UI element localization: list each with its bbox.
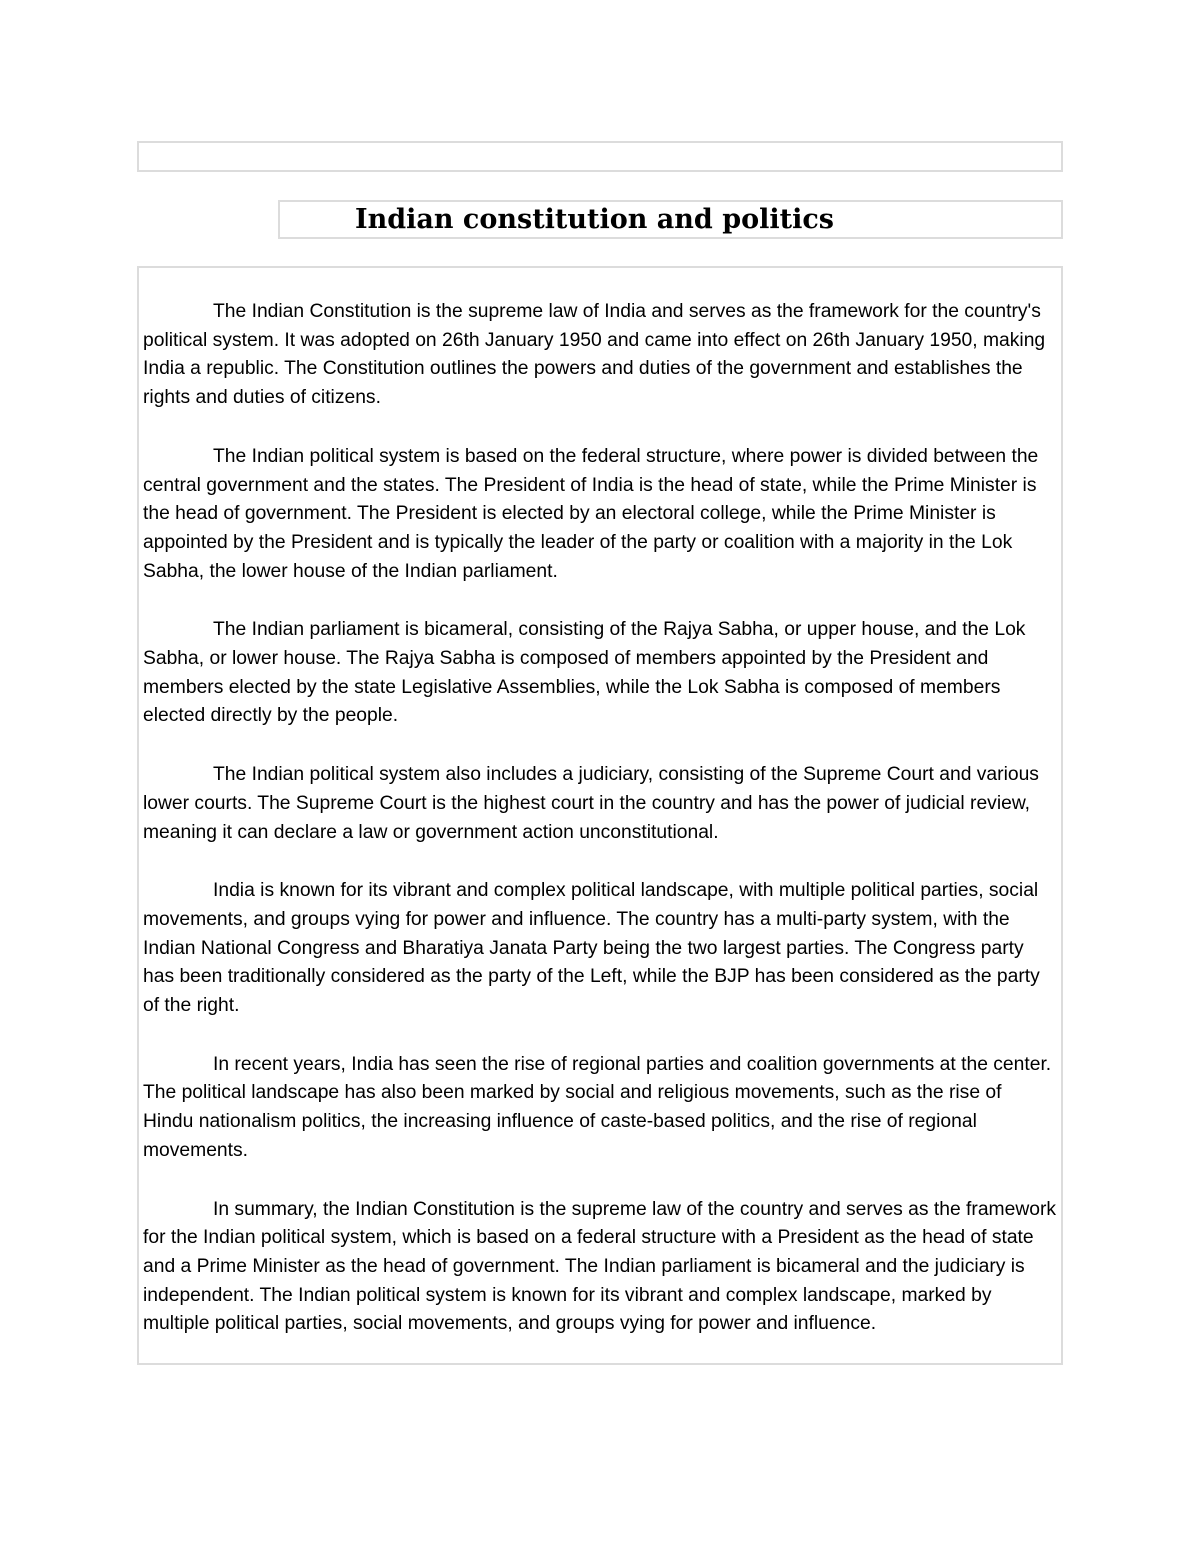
paragraph-6: In recent years, India has seen the rise of regional parties and coalition governments at the center. The political landscape has also been marked by social and religious movements, such as the rise of Hindu nationalism politics, the increasing influence of caste-based politics, and the rise of regional movements.	[143, 1053, 1052, 1161]
paragraph-3: The Indian parliament is bicameral, consisting of the Rajya Sabha, or upper house, and the Lok Sabha, or lower house. The Rajya Sabha is composed of members appointed by the President and members elected by the state Legislative Assemblies, while the Lok Sabha is composed of members elected directly by the people.	[143, 619, 1026, 727]
paragraph-7: In summary, the Indian Constitution is the supreme law of the country and serves as the framework for the Indian political system, which is based on a federal structure with a President as the head of state and a Prime Minister as the head of government. The Indian parliament is bicameral and the judiciary is independent. The Indian political system is known for its vibrant and complex landscape, marked by multiple political parties, social movements, and groups vying for power and influence.	[143, 1198, 1057, 1335]
paragraph-4: The Indian political system also includes a judiciary, consisting of the Supreme Court and various lower courts. The Supreme Court is the highest court in the country and has the power of judicial review, meaning it can declare a law or government action unconstitutional.	[143, 764, 1039, 843]
body-text-box[interactable]	[137, 266, 1063, 1365]
paragraph-1: The Indian Constitution is the supreme law of India and serves as the framework for the country's political system. It was adopted on 26th January 1950 and came into effect on 26th January 1950, making India a republic. The Constitution outlines the powers and duties of the government and establishes the rights and duties of citizens.	[143, 301, 1046, 409]
paragraph-2: The Indian political system is based on the federal structure, where power is divided between the central government and the states. The President of India is the head of state, while the Prime Minister is the head of government. The President is elected by an electoral college, while the Prime Minister is appointed by the President and is typically the leader of the party or coalition with a majority in the Lok Sabha, the lower house of the Indian parliament.	[143, 445, 1039, 582]
header-text-box[interactable]	[137, 141, 1063, 172]
title-text-box[interactable]	[278, 200, 1063, 239]
paragraph-5: India is known for its vibrant and complex political landscape, with multiple political parties, social movements, and groups vying for power and influence. The country has a multi-party system, with the Indian National Congress and Bharatiya Janata Party being the two largest parties. The Congress party has been traditionally considered as the party of the Left, while the BJP has been considered as the party of the right.	[143, 880, 1040, 1017]
document-title: Indian constitution and politics	[355, 204, 834, 235]
